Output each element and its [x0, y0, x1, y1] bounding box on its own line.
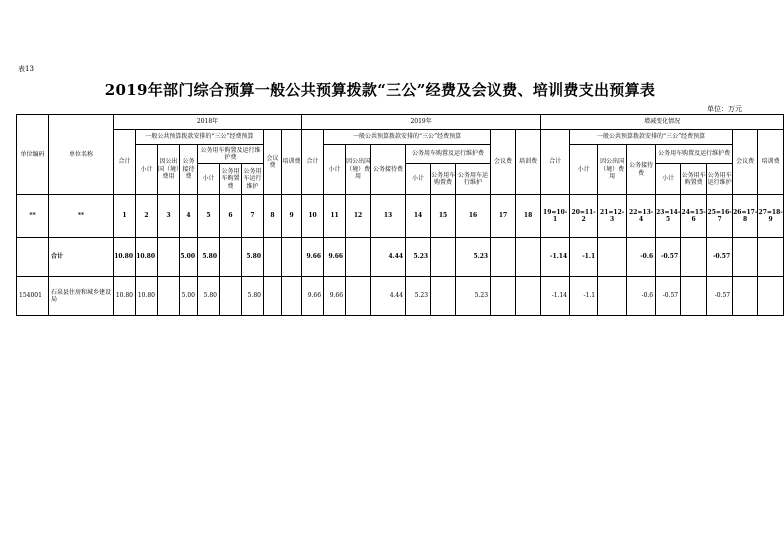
header-reception: 公务接待费: [180, 145, 198, 195]
total-row: [17, 238, 784, 277]
header-sangong: 一般公共预算拨款安排的“三公”经费预算: [324, 130, 491, 145]
value-cell: [733, 277, 758, 316]
value-cell: 9.66: [324, 277, 346, 316]
value-cell: 10.80: [114, 277, 136, 316]
index-cell: 16: [456, 195, 491, 238]
value-cell: 4.44: [371, 277, 406, 316]
value-cell: 5.23: [406, 277, 431, 316]
value-cell: 10.80: [136, 238, 158, 277]
header-year-2019: 2019年: [302, 115, 541, 130]
header-vehicle-run: 公务用车运行维护: [707, 164, 733, 195]
header-subtotal: 小计: [406, 164, 431, 195]
value-cell: 5.80: [198, 277, 220, 316]
value-cell: [681, 238, 707, 277]
index-cell: 5: [198, 195, 220, 238]
index-cell: 27=18-9: [758, 195, 784, 238]
value-cell: 5.80: [198, 238, 220, 277]
header-subtotal: 小计: [198, 164, 220, 195]
value-cell: [598, 277, 627, 316]
header-subtotal: 小计: [570, 145, 598, 195]
value-cell: 5.00: [180, 238, 198, 277]
header-vehicle: 公务用车购置及运行维护费: [656, 145, 733, 164]
value-cell: [264, 277, 282, 316]
header-meeting: 会议费: [264, 130, 282, 195]
value-cell: [282, 277, 302, 316]
value-cell: -0.6: [627, 277, 656, 316]
header-sangong: 一般公共预算拨款安排的“三公”经费预算: [136, 130, 264, 145]
header-unit-code: 单位编码: [17, 115, 49, 195]
index-cell: 8: [264, 195, 282, 238]
value-cell: [516, 277, 541, 316]
value-cell: [431, 238, 456, 277]
index-cell: 6: [220, 195, 242, 238]
index-cell: 11: [324, 195, 346, 238]
budget-table: [16, 114, 784, 316]
value-cell: 9.66: [302, 277, 324, 316]
value-cell: 5.00: [180, 277, 198, 316]
value-cell: [598, 238, 627, 277]
unit-name-cell: 石泉县住房和城乡建设局: [49, 277, 114, 316]
value-cell: [220, 277, 242, 316]
value-cell: -1.14: [541, 238, 570, 277]
value-cell: -0.6: [627, 238, 656, 277]
value-cell: [158, 238, 180, 277]
index-cell: 3: [158, 195, 180, 238]
header-vehicle: 公务用车购置及运行维护费: [406, 145, 491, 164]
value-cell: [491, 238, 516, 277]
value-cell: 5.80: [242, 277, 264, 316]
table-number: 表13: [18, 65, 34, 73]
value-cell: 5.80: [242, 238, 264, 277]
index-cell: 17: [491, 195, 516, 238]
header-training: 培训费: [282, 130, 302, 195]
header-abroad: 因公出国（境）费用: [158, 145, 180, 195]
index-cell: 23=14-5: [656, 195, 681, 238]
unit-name-cell: 合计: [49, 238, 114, 277]
header-total: 合计: [114, 130, 136, 195]
header-vehicle-buy: 公务用车购置费: [431, 164, 456, 195]
index-cell: **: [49, 195, 114, 238]
index-cell: 14: [406, 195, 431, 238]
index-cell: 12: [346, 195, 371, 238]
header-subtotal: 小计: [136, 145, 158, 195]
value-cell: 10.80: [136, 277, 158, 316]
header-year-2018: 2018年: [114, 115, 302, 130]
header-change: 增减变化情况: [541, 115, 784, 130]
value-cell: -0.57: [707, 277, 733, 316]
header-vehicle-buy: 公务用车购置费: [681, 164, 707, 195]
value-cell: 5.23: [456, 277, 491, 316]
unit-label: 单位：万元: [707, 105, 742, 113]
value-cell: [220, 238, 242, 277]
index-cell: 9: [282, 195, 302, 238]
index-cell: 24=15-6: [681, 195, 707, 238]
index-cell: 21=12-3: [598, 195, 627, 238]
header-abroad: 因公出国（境）费用: [346, 145, 371, 195]
value-cell: -0.57: [707, 238, 733, 277]
index-cell: **: [17, 195, 49, 238]
value-cell: [346, 238, 371, 277]
index-cell: 13: [371, 195, 406, 238]
header-abroad: 因公出国（境）费用: [598, 145, 627, 195]
value-cell: 9.66: [302, 238, 324, 277]
value-cell: [516, 238, 541, 277]
header-meeting: 会议费: [733, 130, 758, 195]
unit-code-cell: 154001: [17, 277, 49, 316]
value-cell: [264, 238, 282, 277]
header-reception: 公务接待费: [371, 145, 406, 195]
value-cell: [282, 238, 302, 277]
header-subtotal: 小计: [324, 145, 346, 195]
value-cell: -1.14: [541, 277, 570, 316]
index-cell: 2: [136, 195, 158, 238]
value-cell: 10.80: [114, 238, 136, 277]
page-title: 2019年部门综合预算一般公共预算拨款“三公”经费及会议费、培训费支出预算表: [104, 81, 656, 99]
value-cell: [681, 277, 707, 316]
value-cell: -1.1: [570, 238, 598, 277]
table-row: [17, 277, 784, 316]
value-cell: 9.66: [324, 238, 346, 277]
unit-code-cell: [17, 238, 49, 277]
value-cell: -0.57: [656, 238, 681, 277]
header-reception: 公务接待费: [627, 145, 656, 195]
value-cell: 5.23: [456, 238, 491, 277]
value-cell: 5.23: [406, 238, 431, 277]
header-vehicle-buy: 公务用车购置费: [220, 164, 242, 195]
header-subtotal: 小计: [656, 164, 681, 195]
value-cell: [758, 277, 784, 316]
index-cell: 22=13-4: [627, 195, 656, 238]
value-cell: -1.1: [570, 277, 598, 316]
value-cell: [758, 238, 784, 277]
index-cell: 15: [431, 195, 456, 238]
header-sangong: 一般公共预算拨款安排的“三公”经费预算: [570, 130, 733, 145]
header-total: 合计: [541, 130, 570, 195]
header-unit-name: 单位名称: [49, 115, 114, 195]
value-cell: [158, 277, 180, 316]
header-vehicle-run: 公务用车运行维护: [456, 164, 491, 195]
value-cell: [491, 277, 516, 316]
header-vehicle: 公务用车购置及运行维护费: [198, 145, 264, 164]
header-training: 培训费: [758, 130, 784, 195]
value-cell: [431, 277, 456, 316]
index-row: [17, 195, 784, 238]
value-cell: [346, 277, 371, 316]
index-cell: 26=17-8: [733, 195, 758, 238]
header-training: 培训费: [516, 130, 541, 195]
value-cell: -0.57: [656, 277, 681, 316]
index-cell: 19=10-1: [541, 195, 570, 238]
index-cell: 20=11-2: [570, 195, 598, 238]
index-cell: 25=16-7: [707, 195, 733, 238]
value-cell: [733, 238, 758, 277]
header-meeting: 会议费: [491, 130, 516, 195]
index-cell: 7: [242, 195, 264, 238]
index-cell: 10: [302, 195, 324, 238]
header-total: 合计: [302, 130, 324, 195]
index-cell: 4: [180, 195, 198, 238]
header-vehicle-run: 公务用车运行维护: [242, 164, 264, 195]
value-cell: 4.44: [371, 238, 406, 277]
index-cell: 1: [114, 195, 136, 238]
index-cell: 18: [516, 195, 541, 238]
